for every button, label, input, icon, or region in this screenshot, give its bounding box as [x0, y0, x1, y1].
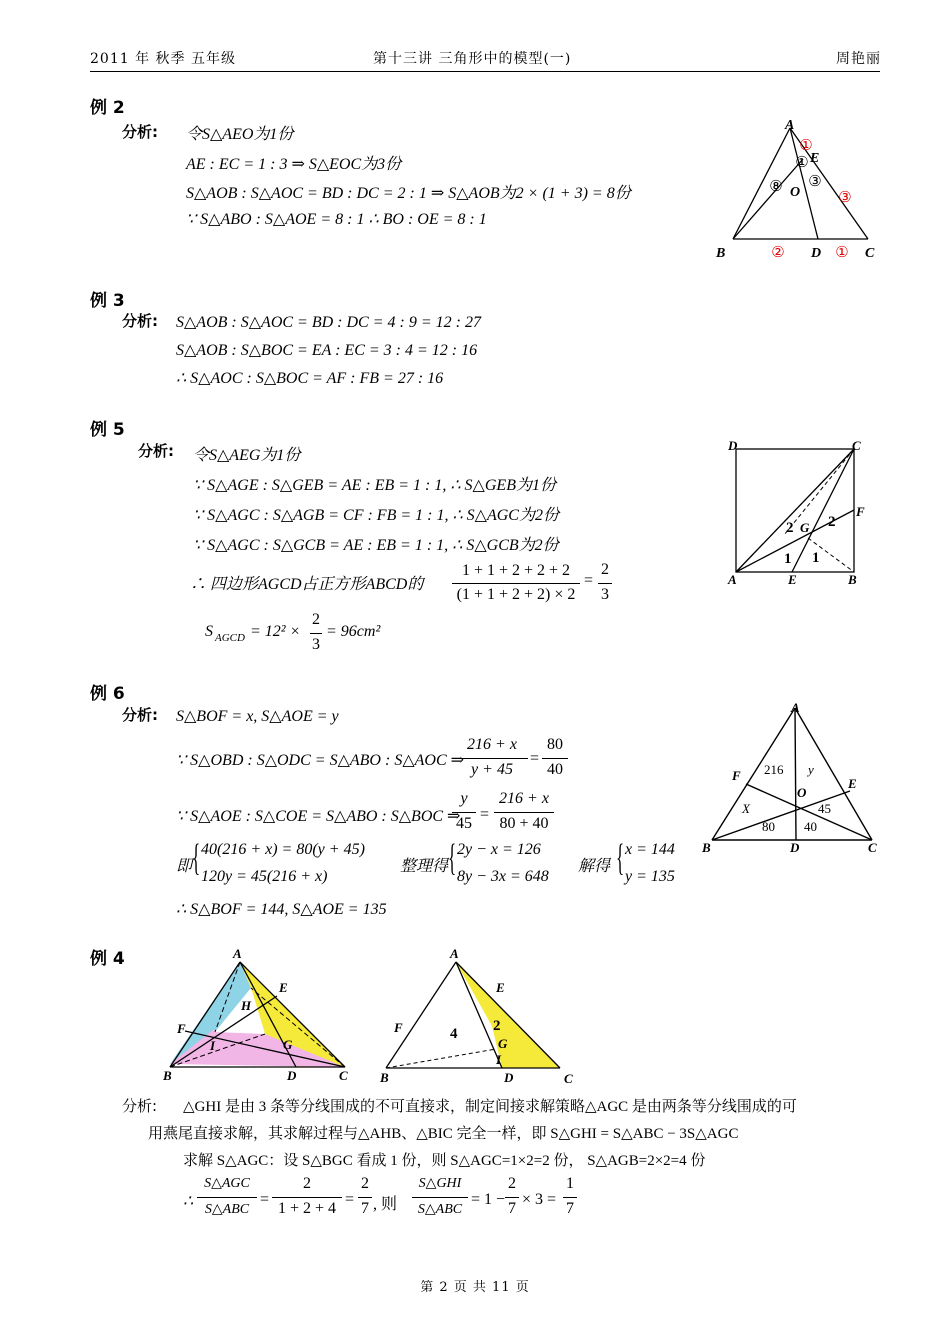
- ex3-line: S△AOB : S△BOC = EA : EC = 3 : 4 = 12 : 16: [176, 342, 478, 359]
- header-right: 周艳丽: [836, 51, 881, 67]
- ex4-f1-num: S△AGC: [204, 1176, 250, 1191]
- ex6-line3-rden: 80 + 40: [499, 815, 549, 832]
- fig5-area-num: 2: [828, 514, 836, 530]
- fig6-area: y: [808, 762, 814, 777]
- ex4-para1: △GHI 是由 3 条等分线围成的不可直接求，制定间接求解策略△AGC 是由两条等分线围成的可: [183, 1099, 797, 1115]
- fig6-area: 80: [762, 819, 775, 834]
- ex5-ratio-num: 1 + 1 + 2 + 2 + 2: [461, 562, 571, 579]
- fig4b-label: B: [380, 1070, 389, 1085]
- fig6-area: 216: [764, 762, 784, 777]
- ex4-f4-num: S△GHI: [418, 1176, 462, 1191]
- ex6-line2-rden: 40: [547, 761, 563, 778]
- ex5-area-sub: AGCD: [215, 632, 245, 644]
- fig5-label: G: [800, 520, 810, 535]
- ex6-sys-prefix: 即: [176, 858, 193, 875]
- fig6-label: C: [868, 840, 877, 855]
- ex2-line: 令S△AEO为1份: [186, 126, 294, 143]
- fig2-circled-num: ①: [835, 245, 849, 261]
- ex6-title: 例 6: [90, 684, 125, 704]
- ex4-f1-den: S△ABC: [204, 1202, 250, 1217]
- fig2-circled-num: ②: [771, 245, 785, 261]
- fig5-area-num: 1: [812, 550, 820, 566]
- fig5-label: F: [856, 504, 865, 519]
- ex5-area-prefix: S: [205, 623, 213, 640]
- fig5-label: E: [788, 572, 797, 587]
- ex5-ratio-prefix: ∴ 四边形AGCD占正方形ABCD的: [190, 576, 424, 593]
- fig6-label: D: [790, 840, 800, 855]
- fig4a-label: D: [287, 1068, 297, 1083]
- fig2-label: C: [865, 246, 875, 261]
- ex6-line2-num: 216 + x: [467, 736, 517, 753]
- fig5-area-num: 2: [786, 520, 794, 536]
- fig2-circled-num: ③: [838, 190, 852, 206]
- ex6-conclusion: ∴ S△BOF = 144, S△AOE = 135: [176, 901, 387, 918]
- fraction-bar: [197, 1197, 257, 1198]
- fraction-bar: [505, 1197, 519, 1198]
- ex6-line2-left: ∵ S△OBD : S△ODC = S△ABO : S△AOC ⇒: [176, 752, 465, 769]
- ex4-f6-den: 7: [566, 1200, 574, 1217]
- ex6-sys1-b: 120y = 45(216 + x): [201, 868, 328, 885]
- ex4-f1-eq: =: [260, 1191, 270, 1208]
- ex4-f4-eq: = 1 −: [471, 1191, 506, 1208]
- fraction-bar: [542, 758, 568, 759]
- ex4-para3: 求解 S△AGC：设 S△BGC 看成 1 份，则 S△AGC=1×2=2 份， S△AGB=2×2=4 份: [183, 1153, 706, 1169]
- ex6-line3-den: 45: [456, 815, 472, 832]
- fig6-area: X: [742, 801, 750, 816]
- fig6-label: B: [702, 840, 711, 855]
- fig5-label: D: [728, 438, 738, 453]
- ex6-line3-eq: =: [480, 806, 490, 823]
- ex3-title: 例 3: [90, 291, 125, 311]
- fig6-label: A: [791, 700, 800, 715]
- ex5-area-frac-num: 2: [312, 611, 320, 628]
- ex2-title: 例 2: [90, 98, 125, 118]
- fig4a-label: A: [233, 946, 242, 961]
- fraction-bar: [272, 1197, 342, 1198]
- fig2-label: A: [785, 118, 795, 133]
- fraction-bar: [494, 812, 554, 813]
- fig2-circled-num: ①: [795, 155, 809, 171]
- ex2-line: S△AOB : S△AOC = BD : DC = 2 : 1 ⇒ S△AOB为2 × (1 + 3) = 8份: [186, 185, 631, 202]
- ex2-line: ∵ S△ABO : S△AOE = 8 : 1 ∴ BO : OE = 8 : 1: [186, 211, 487, 228]
- ex4-f2-den: 1 + 2 + 4: [277, 1200, 337, 1217]
- fig2-circled-num: ①: [799, 138, 813, 154]
- ex6-sys3-b: y = 135: [625, 868, 675, 885]
- fig4b-label: A: [450, 946, 459, 961]
- fig5-area-num: 1: [784, 551, 792, 567]
- fig2-label: E: [810, 151, 820, 166]
- ex6-sys2-a: 2y − x = 126: [457, 841, 541, 858]
- fig6-area: 40: [804, 819, 817, 834]
- ex6-line3-left: ∵ S△AOE : S△COE = S△ABO : S△BOC ⇒: [176, 808, 461, 825]
- fraction-bar: [563, 1197, 577, 1198]
- ex6-sys3-a: x = 144: [625, 841, 675, 858]
- ex2-triangle-figure: [705, 112, 885, 262]
- ex4-f5-num: 2: [508, 1175, 516, 1192]
- ex5-square-figure: [724, 438, 870, 588]
- ex4-title: 例 4: [90, 949, 125, 969]
- ex4-final-prefix: ∴: [183, 1193, 194, 1210]
- fraction-bar: [452, 812, 476, 813]
- ex5-line: 令S△AEG为1份: [193, 447, 301, 464]
- ex6-triangle-figure: [700, 700, 886, 858]
- ex5-ratio-result-den: 3: [601, 586, 609, 603]
- ex4-f3-num: 2: [361, 1175, 369, 1192]
- ex4-f5-den: 7: [508, 1200, 516, 1217]
- fraction-bar: [452, 583, 580, 584]
- ex4-figure-2: [372, 946, 582, 1088]
- ex5-line: ∵ S△AGC : S△AGB = CF : FB = 1 : 1, ∴ S△AGC为2份: [193, 507, 559, 524]
- fig2-label: D: [811, 246, 822, 261]
- fig4b-label: D: [504, 1070, 514, 1085]
- ex5-line: ∵ S△AGE : S△GEB = AE : EB = 1 : 1, ∴ S△GEB为1份: [193, 477, 556, 494]
- ex6-sys1-a: 40(216 + x) = 80(y + 45): [201, 841, 365, 858]
- ex6-line2-eq: =: [530, 750, 540, 767]
- fig4a-label: H: [241, 998, 252, 1013]
- header-rule: [90, 71, 880, 72]
- ex5-ratio-result-num: 2: [601, 561, 609, 578]
- ex6-sys-end: 解得: [578, 858, 611, 875]
- ex3-analysis-label: 分析:: [122, 312, 158, 330]
- fraction-bar: [358, 1197, 372, 1198]
- fig5-label: B: [848, 572, 857, 587]
- fig4b-label: F: [394, 1020, 403, 1035]
- fig4a-label: G: [283, 1037, 293, 1052]
- ex5-analysis-label: 分析:: [138, 442, 174, 460]
- fig4b-area: 2: [493, 1018, 501, 1034]
- fig5-label: A: [728, 572, 737, 587]
- fig4b-label: E: [496, 980, 505, 995]
- fig4b-label: C: [564, 1071, 573, 1086]
- fig5-label: C: [852, 438, 861, 453]
- ex2-line: AE : EC = 1 : 3 ⇒ S△EOC为3份: [186, 156, 402, 173]
- header-center: 第十三讲 三角形中的模型(一): [373, 51, 572, 67]
- ex4-f6-num: 1: [566, 1175, 574, 1192]
- fig2-circled-num: ⑧: [769, 179, 783, 195]
- ex4-f3-den: 7: [361, 1200, 369, 1217]
- fig2-label: O: [790, 185, 801, 200]
- ex4-f5-tail: × 3 =: [522, 1191, 557, 1208]
- ex4-figure-1: [155, 946, 355, 1086]
- fig2-label: B: [716, 246, 726, 261]
- fraction-bar: [412, 1197, 468, 1198]
- fig4a-label: B: [163, 1068, 172, 1083]
- fig4b-area: 4: [450, 1026, 458, 1042]
- fig4a-label: C: [339, 1068, 348, 1083]
- ex5-ratio-den: (1 + 1 + 2 + 2) × 2: [456, 586, 576, 603]
- fraction-bar: [456, 758, 528, 759]
- ex6-sys-mid: 整理得: [400, 858, 449, 875]
- fig4b-label: I: [496, 1052, 502, 1067]
- fig4a-label: E: [279, 980, 288, 995]
- fig6-label: O: [797, 785, 807, 800]
- fig2-circled-num: ③: [808, 174, 822, 190]
- fig6-label: F: [732, 768, 741, 783]
- ex4-then: , 则: [373, 1196, 398, 1213]
- ex3-line: S△AOB : S△AOC = BD : DC = 4 : 9 = 12 : 27: [176, 314, 481, 331]
- fig4a-label: I: [210, 1038, 216, 1053]
- fig6-label: E: [848, 776, 857, 791]
- ex3-line: ∴ S△AOC : S△BOC = AF : FB = 27 : 16: [176, 370, 444, 387]
- ex4-f2-num: 2: [303, 1175, 311, 1192]
- brace: {: [448, 837, 457, 879]
- fig4a-label: F: [177, 1021, 186, 1036]
- ex2-analysis-label: 分析:: [122, 123, 158, 141]
- ex4-f4-den: S△ABC: [417, 1202, 463, 1217]
- fig6-area: 45: [818, 801, 831, 816]
- ex6-sys2-b: 8y − 3x = 648: [457, 868, 549, 885]
- ex6-line2-rnum: 80: [547, 736, 563, 753]
- fraction-bar: [598, 583, 612, 584]
- ex6-line3-rnum: 216 + x: [499, 790, 549, 807]
- ex6-line3-num: y: [460, 790, 468, 807]
- ex5-title: 例 5: [90, 420, 125, 440]
- ex5-area-result: = 96cm²: [326, 623, 381, 640]
- ex4-analysis-label: 分析:: [122, 1097, 158, 1115]
- page-footer: 第 2 页 共 11 页: [420, 1280, 530, 1295]
- ex5-line: ∵ S△AGC : S△GCB = AE : EB = 1 : 1, ∴ S△GCB为2份: [193, 537, 559, 554]
- ex6-analysis-label: 分析:: [122, 706, 158, 724]
- ex5-area-mid: = 12² ×: [250, 623, 301, 640]
- ex5-area-frac-den: 3: [312, 636, 320, 653]
- fraction-bar: [310, 633, 322, 634]
- ex4-para2: 用燕尾直接求解，其求解过程与△AHB、△BIC 完全一样，即 S△GHI = S△ABC − 3S△AGC: [148, 1126, 739, 1142]
- header-left: 2011 年 秋季 五年级: [90, 51, 236, 67]
- ex6-line2-den: y + 45: [471, 761, 513, 778]
- ex4-f2-eq: =: [345, 1191, 355, 1208]
- brace: {: [192, 837, 201, 879]
- ex6-line1: S△BOF = x, S△AOE = y: [176, 708, 339, 725]
- ex5-ratio-eq: =: [584, 572, 594, 589]
- fig4b-label: G: [498, 1036, 508, 1051]
- brace: {: [616, 837, 625, 879]
